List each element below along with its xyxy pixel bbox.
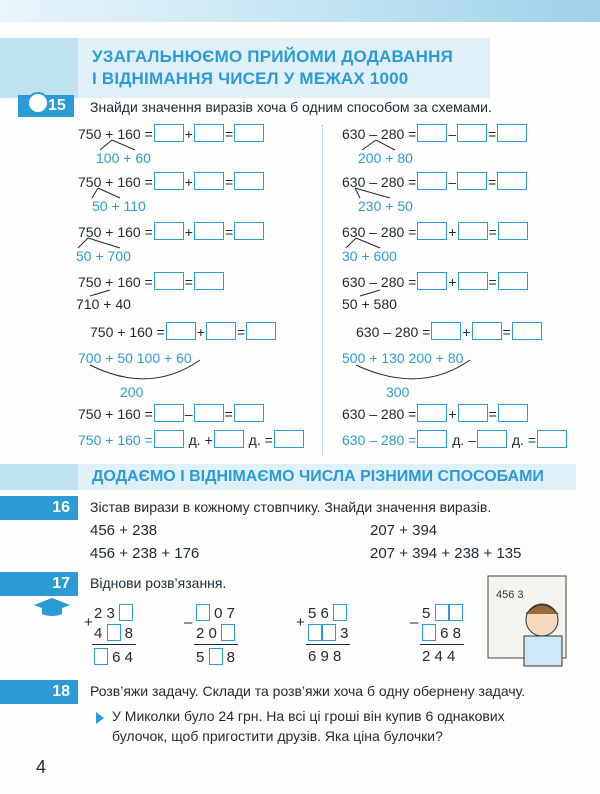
hint: 30 + 600 [342,248,397,264]
expr: 207 + 394 [370,522,438,539]
hint: 700 + 50 100 + 60 [78,350,192,366]
task-15-text: Знайди значення виразів хоча б одним способом за схемами. [90,99,492,115]
expr-row: 630 – 280 = д. – д. = [342,430,568,448]
bullet-arrow-icon [96,712,104,724]
problem-text-line1: У Миколки було 24 грн. На всі ці гроші він купив 6 однакових [112,708,505,724]
hint: 230 + 50 [358,198,413,214]
task-16-text: Зістав вирази в кожному стовпчику. Знайди значення виразів. [90,499,492,515]
hint: 300 [386,384,410,400]
expr-row: 750 + 160 = – = [78,404,265,422]
expr-row: 630 – 280 = – = [342,172,528,190]
hint: 50 + 110 [92,198,146,214]
expr-row: 630 – 280 = + = [342,272,529,290]
task-17-number: 17 [0,572,78,596]
section-title-2: ДОДАЄМО І ВІДНІМАЄМО ЧИСЛА РІЗНИМИ СПОСОБАМИ [92,468,544,485]
expr: 456 + 238 [90,522,158,539]
graduation-cap-icon [32,596,72,618]
problem-text-line2: булочок, щоб пригостити друзів. Яка ціна булочки? [112,728,443,744]
expr-row: 750 + 160 = д. + д. = [78,430,305,448]
expr-row: 750 + 160 = + = [90,322,277,340]
expr: 207 + 394 + 238 + 135 [370,545,522,562]
task-15-number: 15 [48,97,66,114]
expr-row: 750 + 160 = + = [78,222,265,240]
expr-row: 630 – 280 = – = [342,124,528,142]
task-17-text: Віднови розв’язання. [90,575,227,591]
expr-row: 630 – 280 = + = [356,322,543,340]
hint: 200 [120,384,144,400]
hint: 100 + 60 [96,150,151,166]
hint: 710 + 40 [76,296,131,312]
expr-row: 630 – 280 = + = [342,404,529,422]
expr-row: 750 + 160 = = [78,272,225,290]
board-text: 456 3 [496,589,524,601]
expr: 456 + 238 + 176 [90,545,200,562]
hint: 200 + 80 [358,150,413,166]
hint: 500 + 130 200 + 80 [342,350,464,366]
task-16-number: 16 [0,496,78,520]
hint: 50 + 700 [76,248,131,264]
task-18-text: Розв’яжи задачу. Склади та розв’яжи хоча б одну обернену задачу. [90,683,526,699]
expr-row: 750 + 160 = + = [78,124,265,142]
section-title-1: УЗАГАЛЬНЮЄМО ПРИЙОМИ ДОДАВАННЯ І ВІДНІМАННЯ ЧИСЕЛ У МЕЖАХ 1000 [92,47,454,88]
expr-row: 750 + 160 = + = [78,172,265,190]
boy-at-board-illustration [484,570,584,670]
task-18-number: 18 [0,680,78,704]
hint: 50 + 580 [342,296,397,312]
expr-row: 630 – 280 = + = [342,222,529,240]
page-number: 4 [36,757,47,777]
